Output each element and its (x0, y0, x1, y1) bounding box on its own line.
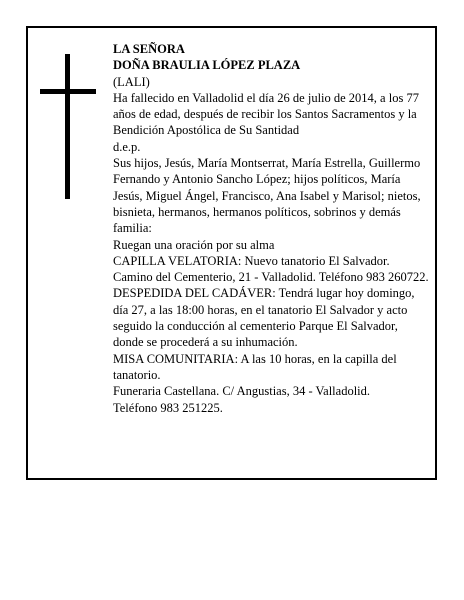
funeral-phone: Teléfono 983 251225. (113, 400, 223, 415)
farewell-label: DESPEDIDA DEL CADÁVER: (113, 286, 276, 301)
dep-line: d.e.p. (113, 139, 141, 154)
notice-heading-line1: LA SEÑORA (113, 42, 185, 56)
chapel-info (113, 253, 431, 286)
prayer-request: Ruegan una oración por su alma (113, 237, 275, 252)
notice-text (113, 41, 431, 416)
cross-vertical-bar (65, 54, 70, 199)
obituary-notice (26, 26, 437, 480)
chapel-label: CAPILLA VELATORIA: (113, 253, 242, 268)
mass-label: MISA COMUNITARIA: (113, 351, 239, 366)
mass-text: A las 10 horas, en la capilla del tanatorio. (113, 351, 397, 382)
chapel-text: Nuevo tanatorio El Salvador. Camino del Cementerio, 21 - Valladolid. Teléfono 983 260722. (113, 253, 429, 285)
death-announcement: Ha fallecido en Valladolid el día 26 de julio de 2014, a los 77 años de edad, después de recibir los Santos Sacramentos y la Bendición Apostólica de Su Santidad (113, 90, 419, 138)
family-list: Sus hijos, Jesús, María Montserrat, María Estrella, Guillermo Fernando y Antonio Sancho López; hijos políticos, María Jesús, Miguel Ángel, Francisco, Ana Isabel y Marisol; nietos, bisnieta, hermanos, hermanos políticos, sobrinos y demás familia: (113, 156, 421, 236)
cross-icon (40, 54, 96, 199)
farewell-text: Tendrá lugar hoy domingo, día 27, a las 18:00 horas, en el tanatorio El Salvador y acto seguido la conducción al cementerio Parque El Salvador, donde se procederá a su inhumación. (113, 286, 415, 350)
mass-info (113, 351, 431, 384)
cross-horizontal-bar (40, 89, 96, 94)
deceased-nickname: (LALI) (113, 74, 150, 89)
farewell-info (113, 285, 431, 350)
deceased-name: DOÑA BRAULIA LÓPEZ PLAZA (113, 58, 301, 73)
funeral-home: Funeraria Castellana. C/ Angustias, 34 - Valladolid. (113, 384, 371, 399)
